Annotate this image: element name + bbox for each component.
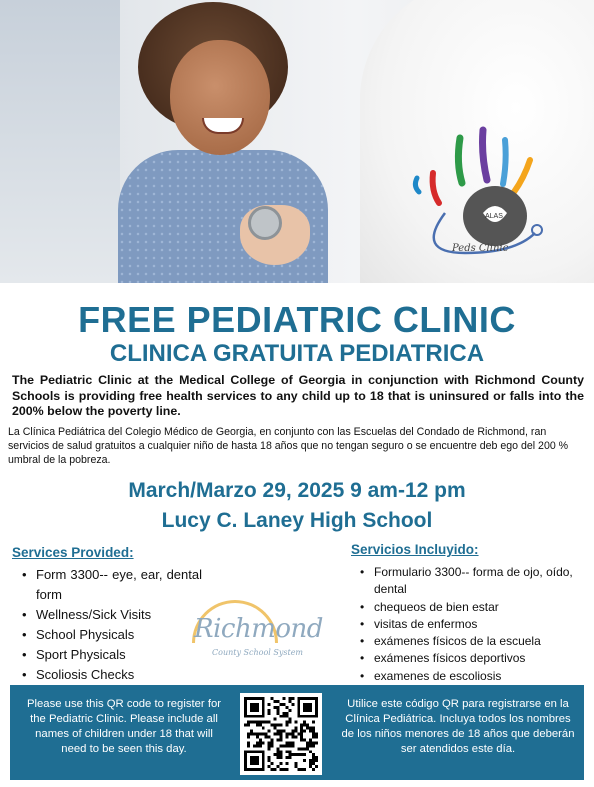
registration-footer [10,685,584,780]
intro-english: The Pediatric Clinic at the Medical College of Georgia in conjunction with Richmond County Schools is providing free health services to any child up to 18 that is uninsured or falls into the 200% below the poverty line. [12,373,584,418]
event-date: March/Marzo 29, 2025 [128,479,345,502]
list-item: • exámenes físicos deportivos [360,650,585,667]
qr-code-icon[interactable] [240,693,322,775]
alas-logo-text: ALAS [485,213,503,220]
list-item: • Form 3300-- eye, ear, dental form [22,565,202,605]
richmond-county-logo [190,600,340,662]
stethoscope-icon [248,206,282,240]
list-item: • Formulario 3300-- forma de ojo, oído, dental [360,564,585,599]
list-item: • Scoliosis Checks [22,665,202,685]
title-spanish: CLINICA GRATUITA PEDIATRICA [109,340,485,367]
list-item: • chequeos de bien estar [360,599,585,616]
richmond-logo-text: Richmond [194,614,323,644]
background-wall [0,0,120,283]
services-english-title: Services Provided: [12,545,134,560]
title-english: FREE PEDIATRIC CLINIC [78,299,516,340]
services-spanish-list [360,564,585,685]
child-face [170,40,270,155]
event-time: 9 am-12 pm [350,479,466,502]
peds-clinic-caption: Peds Clinic [452,243,509,254]
event-date-time [0,478,594,504]
services-english-list [22,565,202,685]
richmond-logo-subtitle: County School System [212,648,304,657]
list-item: • exámenes físicos de la escuela [360,633,585,650]
footer-text-english: Please use this QR code to register for the Pediatric Clinic. Please include all names of children under 18 that will need to be seen this day. [26,698,222,755]
services-spanish-title: Servicios Incluyido: [351,542,479,557]
intro-spanish: La Clínica Pediátrica del Colegio Médico de Georgia, en conjunto con las Escuelas del Condado de Richmond, ran servicios de salud gratuitos a cualquier niño de hasta 18 años que no tengan seguro o se encuentre deb ego del 200 % umbral de la pobreza. [8,426,569,466]
list-item: • Sport Physicals [22,645,202,665]
list-item: • visitas de enfermos [360,616,585,633]
list-item: • Wellness/Sick Visits [22,605,202,625]
list-item: • School Physicals [22,625,202,645]
event-location: Lucy C. Laney High School [161,509,433,532]
list-item: • examenes de escoliosis [360,668,585,685]
footer-text-spanish: Utilice este código QR para registrarse en la Clínica Pediátrica. Incluya todos los nombres de los niños menores de 18 años que deberán ser atendidos este día. [341,698,575,755]
header-photo [0,0,594,283]
